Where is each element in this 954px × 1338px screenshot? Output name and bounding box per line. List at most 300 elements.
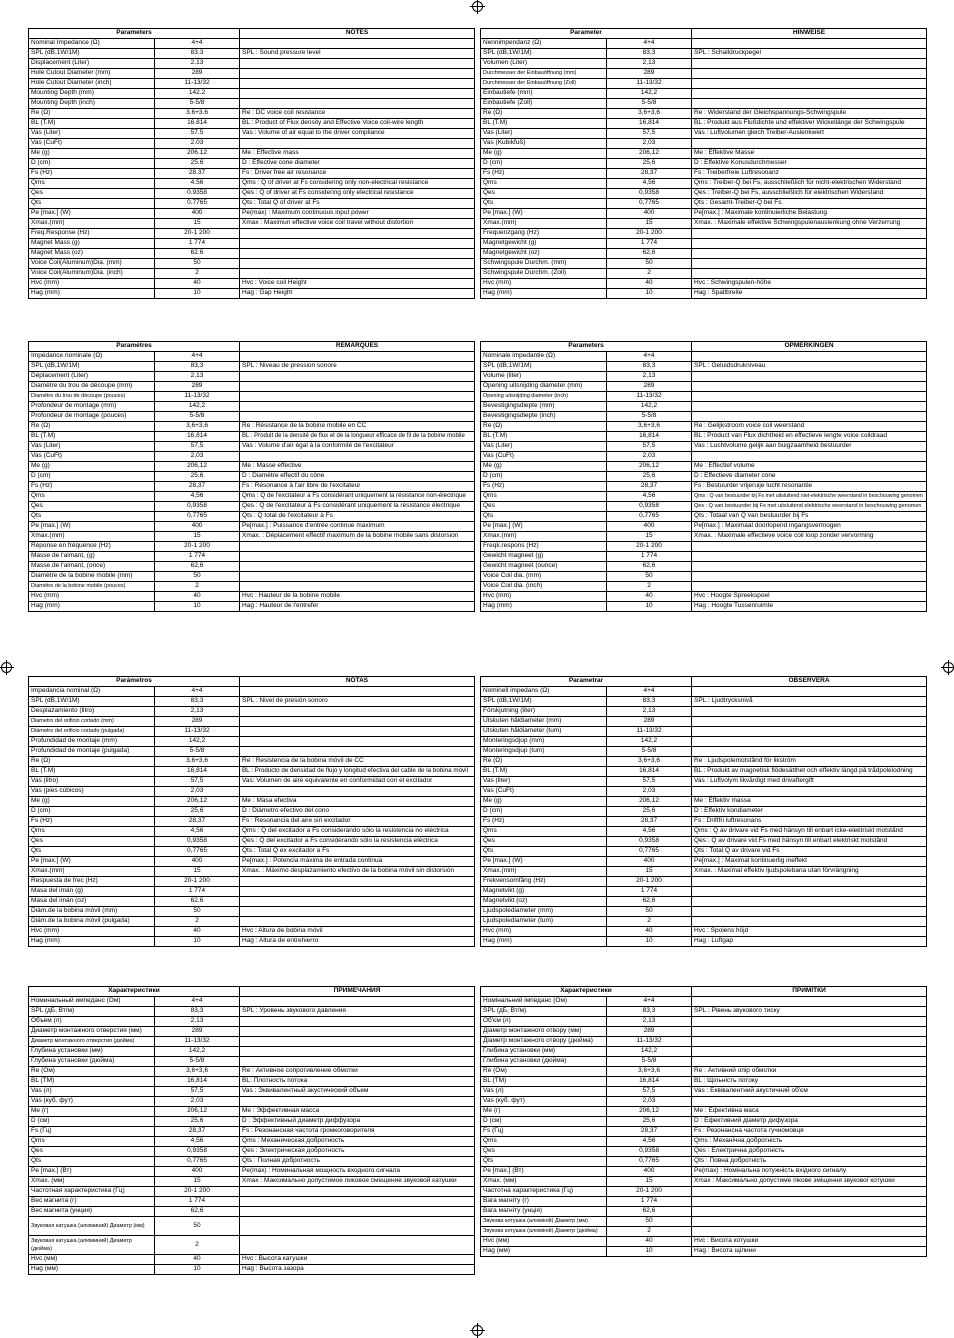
- header-notes: ПРИМІТКИ: [692, 987, 927, 997]
- parameter-cell: Mounting Depth (mm): [29, 89, 155, 99]
- header-parameters: Parametrar: [481, 677, 692, 687]
- parameter-cell: Fs (Гц): [481, 1127, 607, 1137]
- note-cell: [240, 897, 475, 907]
- parameter-cell: Frekvensomfång (Hz): [481, 877, 607, 887]
- table-row: [481, 927, 927, 937]
- parameter-cell: Magnetvikt (oz): [481, 897, 607, 907]
- parameter-cell: Vas (Liter): [481, 129, 607, 139]
- note-cell: [692, 402, 927, 412]
- spec-table-ukrainian: [480, 986, 927, 1257]
- note-cell: BL : Producto de densidad de flujo y longitud efectiva del cable de la bobina móvil: [240, 767, 475, 777]
- parameter-cell: Pe [max.] (Вт): [29, 1167, 155, 1177]
- table-row: [29, 239, 475, 249]
- value-cell: 20-1 200: [155, 877, 240, 887]
- table-row: [29, 817, 475, 827]
- value-cell: 15: [155, 532, 240, 542]
- note-cell: [692, 139, 927, 149]
- spec-table-russian: [28, 986, 475, 1275]
- value-cell: 206,12: [607, 1107, 692, 1117]
- table-row: [29, 1167, 475, 1177]
- parameter-cell: Звукова котушка (алюміній) Діаметр (мм): [481, 1217, 607, 1227]
- value-cell: 206,12: [155, 797, 240, 807]
- parameter-cell: Nominell impedans (Ω): [481, 687, 607, 697]
- parameter-cell: Einbautiefe (mm): [481, 89, 607, 99]
- parameter-cell: Opening uitsnijding diameter (mm): [481, 382, 607, 392]
- value-cell: 28,37: [155, 482, 240, 492]
- parameter-cell: D (cm): [481, 807, 607, 817]
- note-cell: [240, 717, 475, 727]
- table-row: [481, 1037, 927, 1047]
- table-row: [29, 592, 475, 602]
- value-cell: 4+4: [155, 39, 240, 49]
- note-cell: Re : Résistance de la bobine mobile en CC: [240, 422, 475, 432]
- table-row: [29, 472, 475, 482]
- parameter-cell: Re (Ω): [29, 109, 155, 119]
- parameter-cell: BL (T.M): [29, 767, 155, 777]
- table-row: [29, 269, 475, 279]
- parameter-cell: Diamètre de la bobine mobile (pouces): [29, 582, 155, 592]
- value-cell: 50: [155, 572, 240, 582]
- value-cell: 400: [607, 857, 692, 867]
- table-row: [29, 937, 475, 947]
- note-cell: [240, 99, 475, 109]
- table-row: [29, 1157, 475, 1167]
- note-cell: Fs : Резонансна частота гучномовця: [692, 1127, 927, 1137]
- table-row: [481, 847, 927, 857]
- value-cell: 57,5: [155, 1087, 240, 1097]
- value-cell: 11-13/32: [155, 1037, 240, 1047]
- table-row: [481, 269, 927, 279]
- value-cell: 15: [155, 867, 240, 877]
- note-cell: [240, 269, 475, 279]
- spec-table-spanish: [28, 676, 475, 947]
- parameter-cell: Re (Ω): [481, 109, 607, 119]
- note-cell: Qms : Treiber-Q bei Fs, ausschließlich für nicht-elektrischen Widerstand: [692, 179, 927, 189]
- value-cell: 1 774: [155, 1197, 240, 1207]
- table-row: [29, 402, 475, 412]
- note-cell: Fs : Résonance à l'air libre de l'excitateur: [240, 482, 475, 492]
- note-cell: Hvc : Hoogte Spreekspoel: [692, 592, 927, 602]
- parameter-cell: Qes: [481, 1147, 607, 1157]
- parameter-cell: Xmax.(mm): [481, 867, 607, 877]
- value-cell: 5-5/8: [155, 747, 240, 757]
- table-row: [481, 179, 927, 189]
- note-cell: D : Эффективный диаметр диффузора: [240, 1117, 475, 1127]
- value-cell: 11-13/32: [607, 79, 692, 89]
- note-cell: [240, 352, 475, 362]
- parameter-cell: Hvc (mm): [29, 927, 155, 937]
- value-cell: 4+4: [607, 997, 692, 1007]
- value-cell: 40: [607, 279, 692, 289]
- value-cell: 20-1 200: [607, 229, 692, 239]
- note-cell: Qes : Q de l'excitateur à Fs considérant uniquement la résistance électrique: [240, 502, 475, 512]
- note-cell: [240, 89, 475, 99]
- value-cell: 2,03: [155, 1097, 240, 1107]
- value-cell: 2: [155, 269, 240, 279]
- value-cell: 57,5: [607, 1087, 692, 1097]
- parameter-cell: Me (g): [481, 462, 607, 472]
- parameter-cell: Hag (mm): [29, 937, 155, 947]
- table-row: [29, 382, 475, 392]
- note-cell: Hvc : Высота катушки: [240, 1255, 475, 1265]
- table-row: [481, 747, 927, 757]
- table-row: [29, 687, 475, 697]
- table-row: [481, 552, 927, 562]
- parameter-cell: Xmax.(mm): [29, 532, 155, 542]
- value-cell: 62,6: [607, 562, 692, 572]
- parameter-cell: D (cm): [29, 159, 155, 169]
- note-cell: BL : Produkt av magnetisk flödesätthet och effektiv längd på trådpolelodning: [692, 767, 927, 777]
- parameter-cell: Gewicht magneet (g): [481, 552, 607, 562]
- table-row: [481, 169, 927, 179]
- table-row: [29, 289, 475, 299]
- note-cell: Qms : Q van bestuurder bij Fs met uitsluitend niet-elektrische weerstand in beschouwing genomen: [692, 492, 927, 502]
- parameter-cell: SPL (dB,1W/1M): [481, 697, 607, 707]
- table-row: [481, 392, 927, 402]
- value-cell: 4,56: [607, 492, 692, 502]
- value-cell: 4,56: [607, 827, 692, 837]
- parameter-cell: Qes: [29, 1147, 155, 1157]
- table-row: [29, 1127, 475, 1137]
- table-row: [481, 887, 927, 897]
- note-cell: [692, 562, 927, 572]
- parameter-cell: Hole Cutout Diameter (mm): [29, 69, 155, 79]
- note-cell: Hag : Высота зазора: [240, 1265, 475, 1275]
- table-row: [29, 707, 475, 717]
- note-cell: Fs : Driftfri luftresonans: [692, 817, 927, 827]
- table-row: [481, 1047, 927, 1057]
- note-cell: [692, 582, 927, 592]
- value-cell: 0,7765: [607, 847, 692, 857]
- parameter-cell: Vas (liter): [481, 777, 607, 787]
- note-cell: [240, 382, 475, 392]
- parameter-cell: Fs (Hz): [481, 482, 607, 492]
- table-row: [29, 1197, 475, 1207]
- table-row: [29, 462, 475, 472]
- note-cell: Xmax. : Máximo desplazamiento efectivo de la bobina móvil sin distorsión: [240, 867, 475, 877]
- parameter-cell: Einbautiefe (Zoll): [481, 99, 607, 109]
- parameter-cell: Fs (Hz): [29, 169, 155, 179]
- parameter-cell: Schwingspule Durchm. (Zoll): [481, 269, 607, 279]
- table-row: [481, 512, 927, 522]
- table-row: [29, 927, 475, 937]
- value-cell: 50: [607, 907, 692, 917]
- parameter-cell: Fs (Hz): [29, 482, 155, 492]
- parameter-cell: Fs (Hz): [481, 817, 607, 827]
- note-cell: [692, 1187, 927, 1197]
- note-cell: [692, 1227, 927, 1237]
- value-cell: 289: [607, 1027, 692, 1037]
- registration-mark-top: [472, 1, 483, 12]
- value-cell: 20-1 200: [607, 542, 692, 552]
- table-row: [481, 807, 927, 817]
- table-row: [481, 867, 927, 877]
- value-cell: 15: [607, 1177, 692, 1187]
- parameter-cell: Pe [max.] (W): [29, 209, 155, 219]
- parameter-cell: Me (g): [481, 149, 607, 159]
- value-cell: 25,6: [607, 1117, 692, 1127]
- parameter-cell: Masa del imán (g): [29, 887, 155, 897]
- parameter-cell: Réponse en fréquence (Hz): [29, 542, 155, 552]
- value-cell: 2.03: [155, 139, 240, 149]
- note-cell: Re : Активний опір обмотки: [692, 1067, 927, 1077]
- note-cell: Me : Effektiv massa: [692, 797, 927, 807]
- parameter-cell: Hvc (mm): [29, 279, 155, 289]
- parameter-cell: Vas (CuFt): [29, 452, 155, 462]
- parameter-cell: Qms: [29, 827, 155, 837]
- parameter-cell: Displacement (Liter): [29, 59, 155, 69]
- note-cell: [240, 562, 475, 572]
- note-cell: [692, 249, 927, 259]
- note-cell: Re : Ljudspolemotstånd för likström: [692, 757, 927, 767]
- table-row: [481, 592, 927, 602]
- table-row: [29, 997, 475, 1007]
- table-row: [29, 777, 475, 787]
- parameter-cell: Hvc (мм): [29, 1255, 155, 1265]
- parameter-cell: Diamètre de la bobine mobile (mm): [29, 572, 155, 582]
- note-cell: SPL : Уровень звукового давления: [240, 1007, 475, 1017]
- value-cell: 40: [607, 592, 692, 602]
- note-cell: Pe(max) : Maximum continuous input power: [240, 209, 475, 219]
- value-cell: 3,6+3,6: [155, 757, 240, 767]
- note-cell: SPL : Geluidsdrukniveau: [692, 362, 927, 372]
- table-row: [29, 737, 475, 747]
- note-cell: Re : Resistencia de la bobina móvil de CC: [240, 757, 475, 767]
- value-cell: 4,56: [155, 1137, 240, 1147]
- value-cell: 28,37: [607, 482, 692, 492]
- parameter-cell: Звукова котушка (алюміній) Діаметр (дюйма): [481, 1227, 607, 1237]
- value-cell: 400: [155, 209, 240, 219]
- note-cell: Qes : Електрична добротність: [692, 1147, 927, 1157]
- spec-table-swedish: [480, 676, 927, 947]
- table-row: [481, 1097, 927, 1107]
- value-cell: 25,6: [607, 807, 692, 817]
- parameter-cell: Hvc (mm): [29, 592, 155, 602]
- parameter-cell: D (см): [481, 1117, 607, 1127]
- table-row: [481, 777, 927, 787]
- value-cell: 206,12: [607, 797, 692, 807]
- note-cell: Me : Effective mass: [240, 149, 475, 159]
- parameter-cell: Profundidad de montaje (mm): [29, 737, 155, 747]
- note-cell: [692, 452, 927, 462]
- parameter-cell: SPL (дБ, Вт/м): [29, 1007, 155, 1017]
- note-cell: [240, 1207, 475, 1217]
- note-cell: [240, 917, 475, 927]
- table-row: [481, 707, 927, 717]
- table-row: [29, 392, 475, 402]
- table-row: [481, 1087, 927, 1097]
- parameter-cell: Vas (CuFt): [29, 139, 155, 149]
- table-row: [481, 219, 927, 229]
- parameter-cell: SPL (dB,1W/1M): [29, 697, 155, 707]
- table-row: [29, 717, 475, 727]
- table-row: [29, 1037, 475, 1047]
- value-cell: 4+4: [155, 352, 240, 362]
- table-row: [29, 249, 475, 259]
- table-row: [29, 827, 475, 837]
- value-cell: 0,7765: [155, 512, 240, 522]
- table-row: [481, 442, 927, 452]
- table-row: [481, 289, 927, 299]
- parameter-cell: Hag (мм): [29, 1265, 155, 1275]
- value-cell: 289: [155, 717, 240, 727]
- note-cell: Hvc : Altura de bobina móvil: [240, 927, 475, 937]
- value-cell: 289: [607, 382, 692, 392]
- value-cell: 0,7765: [155, 847, 240, 857]
- note-cell: [692, 79, 927, 89]
- note-cell: Pe(max) : Номінальна потужність вхідного сигналу: [692, 1167, 927, 1177]
- table-row: [29, 877, 475, 887]
- value-cell: 400: [155, 522, 240, 532]
- parameter-cell: Magnetgewicht (oz): [481, 249, 607, 259]
- table-row: [481, 89, 927, 99]
- note-cell: Vas : Volume d'air égal à la conformité de l'excitateur: [240, 442, 475, 452]
- parameter-cell: Qes: [29, 837, 155, 847]
- value-cell: 5-5/8: [155, 1057, 240, 1067]
- note-cell: Xmax. : Maximale effectieve voice coil loop zonder vervorming: [692, 532, 927, 542]
- table-row: [29, 179, 475, 189]
- note-cell: [692, 877, 927, 887]
- note-cell: Qts : Totaal van Q van bestuurder bij Fs: [692, 512, 927, 522]
- parameter-cell: Pe [max.] (W): [481, 209, 607, 219]
- parameter-cell: Voice Coil dia. (inch): [481, 582, 607, 592]
- value-cell: 20-1 200: [155, 1187, 240, 1197]
- parameter-cell: Re (Ω): [29, 757, 155, 767]
- value-cell: 0,9358: [607, 502, 692, 512]
- parameter-cell: Magnet Mass (g): [29, 239, 155, 249]
- value-cell: 11-13/32: [607, 727, 692, 737]
- parameter-cell: Hvc (мм): [481, 1237, 607, 1247]
- value-cell: 57,5: [155, 777, 240, 787]
- note-cell: D : Diamètre effectif du cône: [240, 472, 475, 482]
- note-cell: Pe[max.] : Maximal kontinuerlig ineffekt: [692, 857, 927, 867]
- note-cell: Hvc : Schwingspulen-höhe: [692, 279, 927, 289]
- note-cell: [240, 552, 475, 562]
- header-notes: HINWEISE: [692, 29, 927, 39]
- value-cell: 5-5/8: [607, 99, 692, 109]
- note-cell: Xmax : Максимально допустиме пікове зміщення звукової котушки: [692, 1177, 927, 1187]
- parameter-cell: Volumen (Liter): [481, 59, 607, 69]
- value-cell: 40: [155, 279, 240, 289]
- registration-mark-right: [943, 662, 954, 673]
- note-cell: Vas : Эквивалентный акустический объем: [240, 1087, 475, 1097]
- table-row: [29, 129, 475, 139]
- note-cell: [240, 707, 475, 717]
- note-cell: Vas : Luftvolumen gleich Treiber-Auslenkwert: [692, 129, 927, 139]
- value-cell: 57,5: [607, 777, 692, 787]
- table-row: [29, 149, 475, 159]
- table-row: [481, 697, 927, 707]
- parameter-cell: Номинальный импеданс (Ом): [29, 997, 155, 1007]
- parameter-cell: Frequenzgang (Hz): [481, 229, 607, 239]
- parameter-cell: Звуковая катушка (алюминий) Диаметр (дюйма): [29, 1236, 155, 1255]
- table-row: [481, 229, 927, 239]
- parameter-cell: Qts: [481, 1157, 607, 1167]
- note-cell: Fs : Bestuurder vrijeruije lucht resonantie: [692, 482, 927, 492]
- value-cell: 10: [607, 1247, 692, 1257]
- parameter-cell: Объем (л): [29, 1017, 155, 1027]
- table-row: [481, 1237, 927, 1247]
- table-row: [29, 1017, 475, 1027]
- value-cell: 11-13/32: [155, 392, 240, 402]
- note-cell: [692, 412, 927, 422]
- table-row: [29, 572, 475, 582]
- note-cell: [692, 89, 927, 99]
- table-row: [481, 199, 927, 209]
- value-cell: 20-1 200: [155, 542, 240, 552]
- note-cell: [692, 392, 927, 402]
- value-cell: 50: [155, 907, 240, 917]
- note-cell: [692, 552, 927, 562]
- parameter-cell: Qts: [29, 1157, 155, 1167]
- value-cell: 5-5/8: [155, 99, 240, 109]
- registration-mark-left: [1, 662, 12, 673]
- table-row: [29, 89, 475, 99]
- note-cell: [692, 1047, 927, 1057]
- value-cell: 0,9358: [155, 1147, 240, 1157]
- table-row: [481, 562, 927, 572]
- note-cell: [240, 1217, 475, 1236]
- parameter-cell: Qts: [29, 512, 155, 522]
- value-cell: 206,12: [155, 462, 240, 472]
- value-cell: 2,03: [607, 452, 692, 462]
- parameter-cell: Qts: [481, 847, 607, 857]
- value-cell: 10: [155, 602, 240, 612]
- note-cell: Fs : Driver free air resonance: [240, 169, 475, 179]
- note-cell: BL: Плотность потока: [240, 1077, 475, 1087]
- note-cell: [240, 687, 475, 697]
- value-cell: 1 774: [607, 239, 692, 249]
- table-row: [481, 362, 927, 372]
- value-cell: 3.6+3.6: [155, 109, 240, 119]
- parameter-cell: Qms: [29, 179, 155, 189]
- table-row: [481, 372, 927, 382]
- table-row: [481, 139, 927, 149]
- note-cell: [240, 1037, 475, 1047]
- value-cell: 2,03: [607, 787, 692, 797]
- value-cell: 57,5: [155, 442, 240, 452]
- note-cell: Re : Gelijkstroom voice coil weerstand: [692, 422, 927, 432]
- parameter-cell: Звуковая катушка (алюминий) Диаметр (мм): [29, 1217, 155, 1236]
- note-cell: [240, 1027, 475, 1037]
- parameter-cell: Magnet Mass (oz): [29, 249, 155, 259]
- value-cell: 2: [607, 1227, 692, 1237]
- note-cell: SPL : Nivel de presión sonoro: [240, 697, 475, 707]
- value-cell: 57,5: [607, 129, 692, 139]
- value-cell: 16,814: [607, 1077, 692, 1087]
- table-row: [481, 1117, 927, 1127]
- note-cell: [240, 139, 475, 149]
- value-cell: 28.37: [155, 169, 240, 179]
- value-cell: 15: [607, 532, 692, 542]
- parameter-cell: Opening uitsnijding diameter (inch): [481, 392, 607, 402]
- note-cell: [240, 542, 475, 552]
- note-cell: Qts : Повна добротність: [692, 1157, 927, 1167]
- table-row: [29, 412, 475, 422]
- parameter-cell: Hag (mm): [481, 937, 607, 947]
- parameter-cell: SPL (дБ, Вт/м): [481, 1007, 607, 1017]
- parameter-cell: Hag (мм): [481, 1247, 607, 1257]
- value-cell: 2: [607, 269, 692, 279]
- note-cell: Xmax. : Maximal effektiv ljudspolebana utan förvrängning: [692, 867, 927, 877]
- table-row: [29, 139, 475, 149]
- table-row: [29, 1217, 475, 1236]
- value-cell: 25,6: [607, 159, 692, 169]
- parameter-cell: Vas (CuFt): [481, 787, 607, 797]
- note-cell: Vas: Volumen de aire equivalente en conformidad con el excitador: [240, 777, 475, 787]
- note-cell: Qms : Q av drivare vid Fs med hänsyn till enbart icke-elektriskt motstånd: [692, 827, 927, 837]
- parameter-cell: Xmax.(mm): [481, 219, 607, 229]
